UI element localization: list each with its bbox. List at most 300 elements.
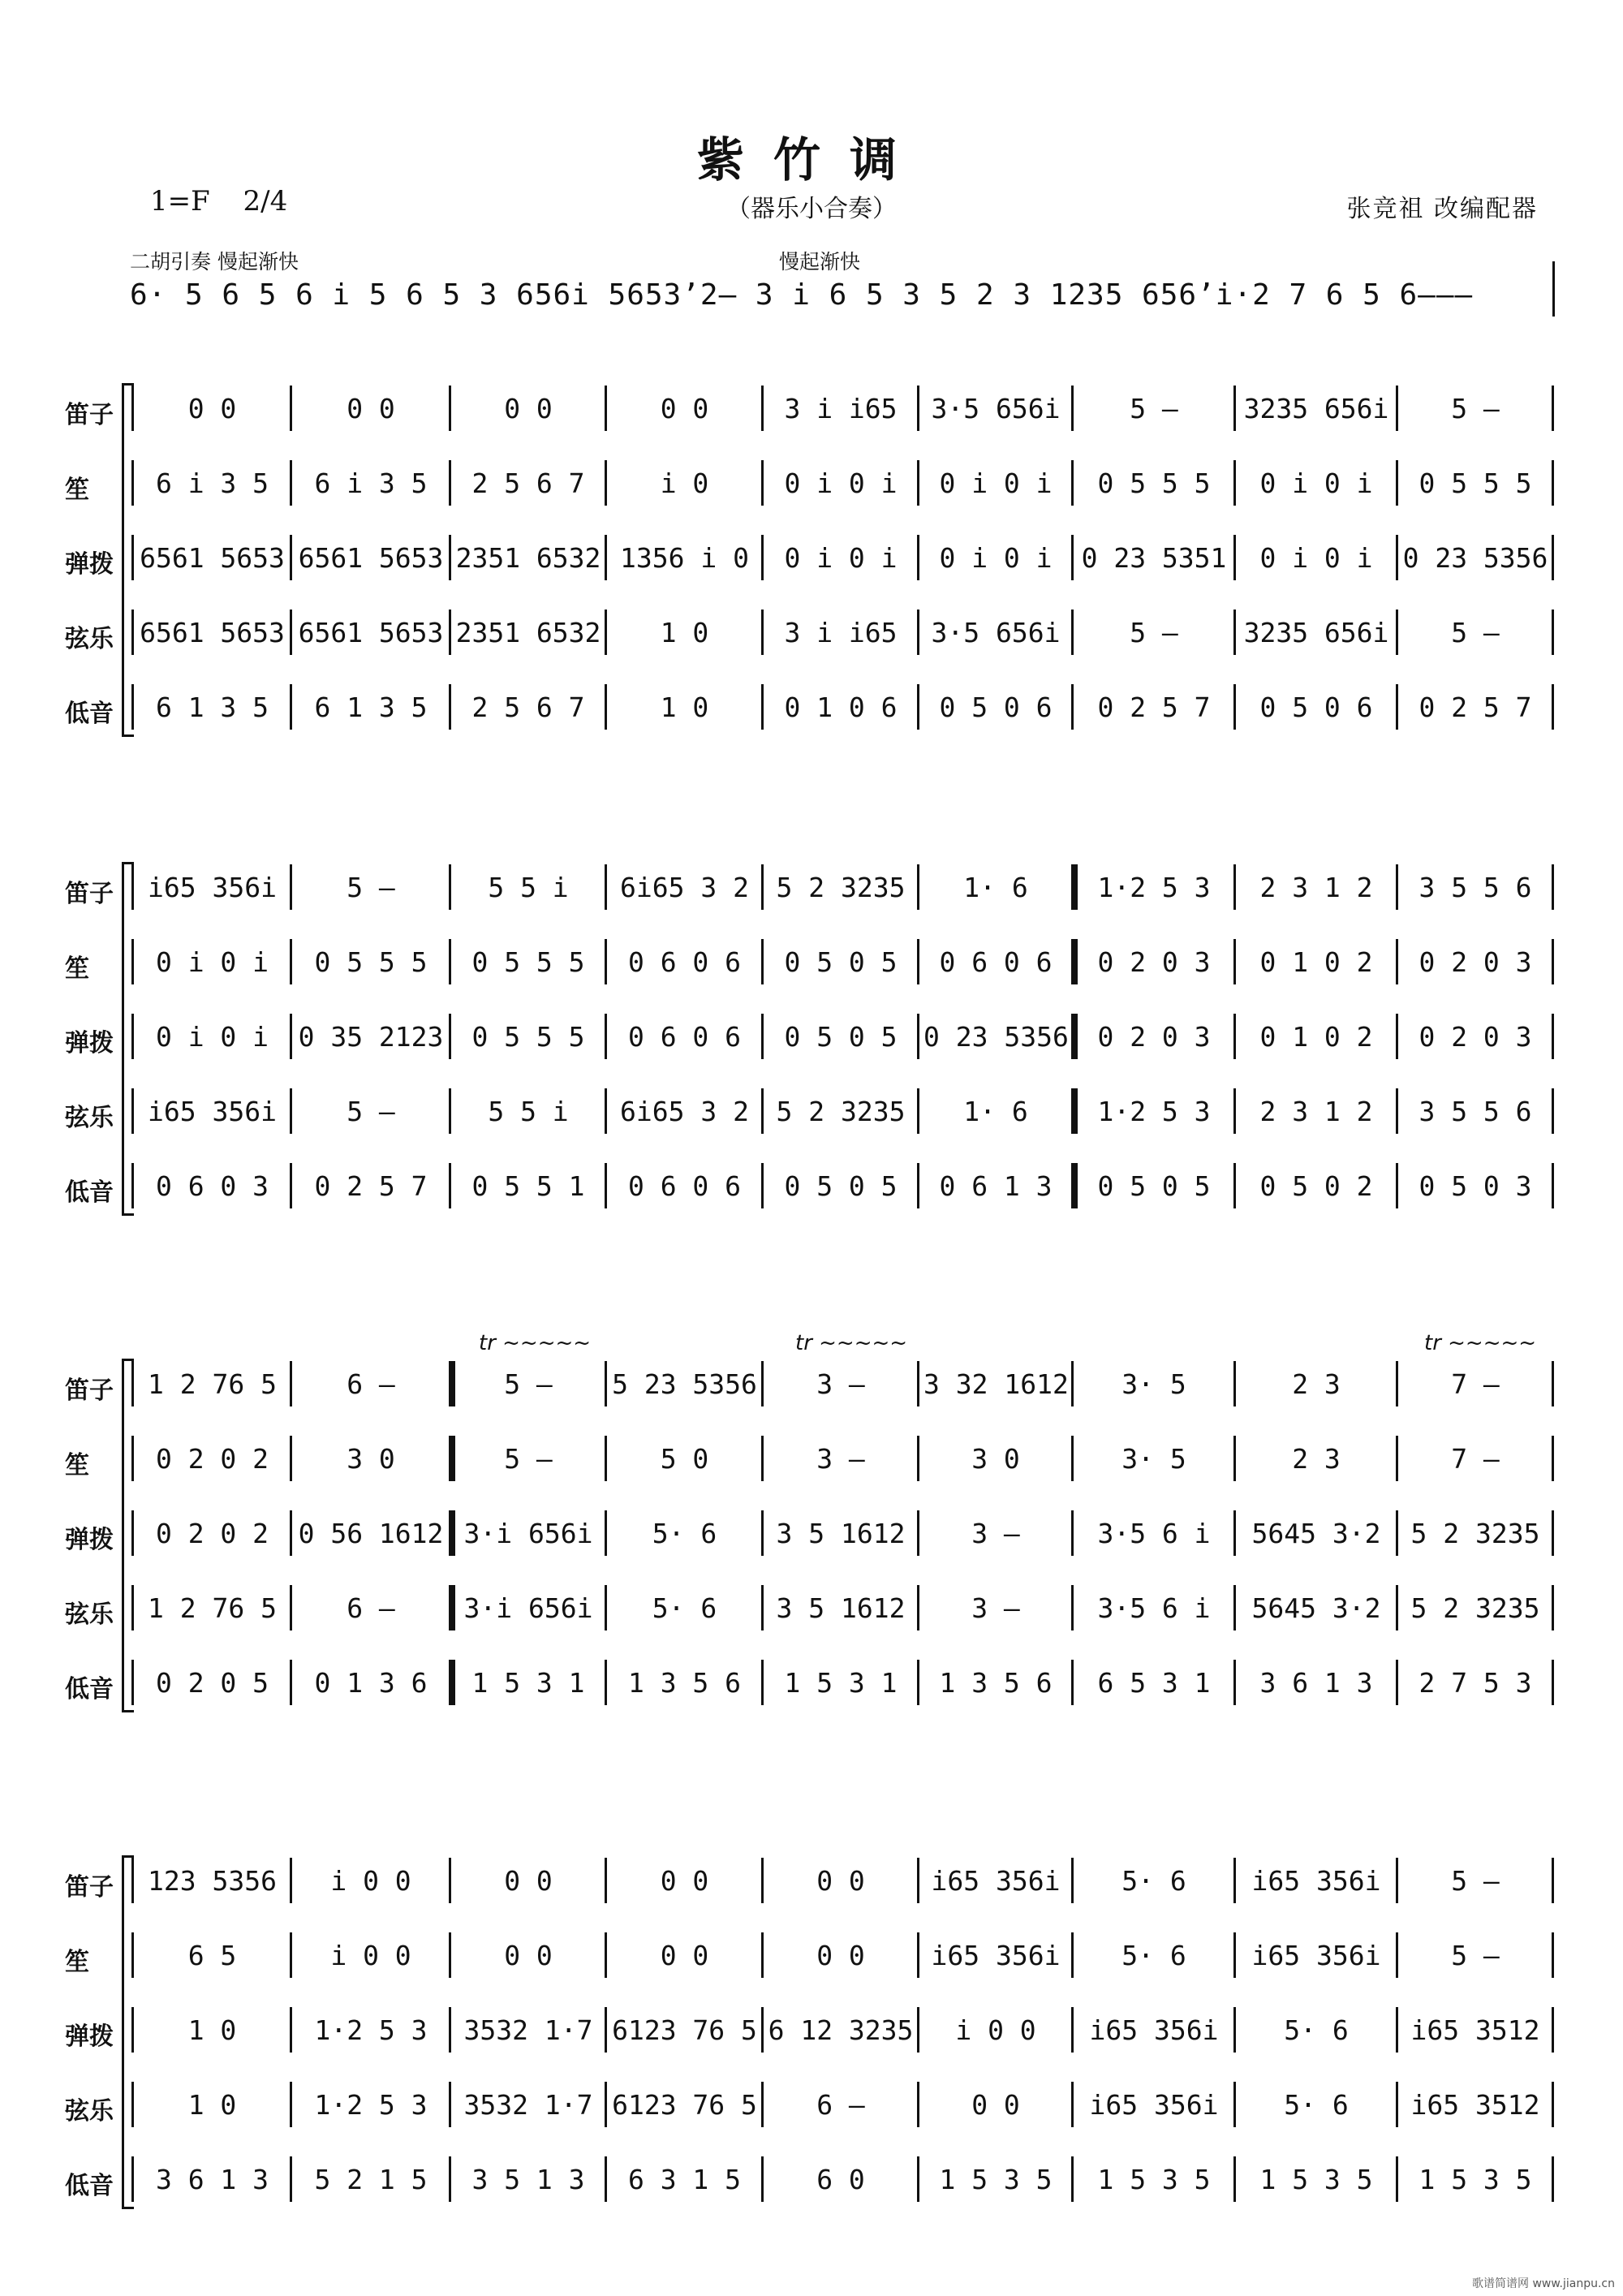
measure-cell: i 0 0: [330, 1864, 411, 1897]
measure-cell: 5· 6: [1284, 2014, 1349, 2046]
measure-cell: 5 2 3235: [1410, 1592, 1540, 1624]
barline: [449, 864, 451, 910]
measure-cell: 0 i 0 i: [1259, 541, 1373, 574]
watermark: 歌谱简谱网 www.jianpu.cn: [1472, 2277, 1615, 2290]
measure-cell: 7 —: [1451, 1442, 1500, 1475]
barline: [605, 1088, 607, 1134]
measure-cell: 1 0: [187, 2014, 237, 2046]
barline: [917, 864, 919, 910]
barline: [131, 1014, 134, 1059]
instrument-label: 笛子: [65, 1376, 114, 1405]
barline: [1071, 1932, 1074, 1978]
barline: [761, 1858, 764, 1903]
barline: [917, 460, 919, 506]
instrument-label: 弦乐: [65, 1104, 114, 1132]
barline: [1396, 1660, 1398, 1705]
barline: [1396, 684, 1398, 730]
barline: [1552, 1660, 1554, 1705]
measure-cell: 0 23 5356: [1402, 541, 1548, 574]
measure-cell: 0 0: [660, 1939, 709, 1971]
measure-cell: 3 6 1 3: [155, 2163, 269, 2195]
measure-cell: 3 0: [971, 1442, 1020, 1475]
measure-cell: 3·5 656i: [931, 616, 1061, 648]
barline: [605, 1932, 607, 1978]
intro-end-barline: [1552, 261, 1555, 317]
measure-cell: 3 5 1612: [776, 1592, 906, 1624]
measure-cell: i65 3512: [1410, 2088, 1540, 2121]
measure-cell: 1 5 3 5: [1097, 2163, 1211, 2195]
score-subtitle: （器乐小合奏）: [726, 195, 897, 223]
barline: [290, 1660, 292, 1705]
barline: [1552, 2082, 1554, 2127]
barline: [761, 684, 764, 730]
barline: [1233, 1858, 1236, 1903]
barline: [131, 2156, 134, 2202]
measure-cell: 0 35 2123: [298, 1020, 444, 1053]
barline: [1552, 460, 1554, 506]
measure-cell: 0 0: [504, 392, 553, 424]
barline: [917, 1510, 919, 1556]
barline: [449, 2082, 451, 2127]
trill-mark: tr ~~~~~: [479, 1331, 592, 1355]
barline: [1396, 1436, 1398, 1481]
barline: [761, 2156, 764, 2202]
measure-cell: 0 23 5351: [1081, 541, 1227, 574]
measure-cell: 1 5 3 5: [1419, 2163, 1532, 2195]
measure-cell: 0 5 5 1: [471, 1170, 585, 1202]
barline: [605, 684, 607, 730]
barline: [1396, 2082, 1398, 2127]
measure-cell: i 0 0: [330, 1939, 411, 1971]
measure-cell: 5 5 i: [488, 1095, 569, 1127]
measure-cell: 1· 6: [963, 871, 1028, 903]
measure-cell: 0 5 0 5: [784, 946, 898, 978]
measure-cell: 5 —: [504, 1368, 553, 1400]
measure-cell: 0 1 0 2: [1259, 946, 1373, 978]
measure-cell: 6 —: [816, 2088, 865, 2121]
measure-cell: i 0 0: [955, 2014, 1036, 2046]
measure-cell: 0 5 0 2: [1259, 1170, 1373, 1202]
measure-cell: 0 2 0 5: [155, 1666, 269, 1699]
barline: [1071, 386, 1074, 431]
measure-cell: 1·2 5 3: [314, 2088, 428, 2121]
measure-cell: 0 0: [347, 392, 395, 424]
barline: [1071, 1660, 1074, 1705]
measure-cell: i65 356i: [931, 1864, 1061, 1897]
measure-cell: 1 3 5 6: [627, 1666, 742, 1699]
barline: [290, 1361, 292, 1406]
instrument-label: 低音: [65, 1178, 114, 1207]
barline: [1552, 1585, 1554, 1630]
barline: [605, 1361, 607, 1406]
measure-cell: 6i65 3 2: [620, 1095, 749, 1127]
measure-cell: 1·2 5 3: [1097, 871, 1211, 903]
measure-cell: 0 5 0 5: [784, 1020, 898, 1053]
measure-cell: 0 0: [187, 392, 237, 424]
barline: [1552, 2156, 1554, 2202]
measure-cell: 0 0: [660, 392, 709, 424]
measure-cell: 1·2 5 3: [314, 2014, 428, 2046]
measure-cell: 2 7 5 3: [1419, 1666, 1532, 1699]
barline: [761, 1163, 764, 1208]
barline: [1552, 610, 1554, 655]
barline: [605, 939, 607, 984]
measure-cell: 6561 5653: [140, 616, 285, 648]
barline: [761, 460, 764, 506]
measure-cell: 5 —: [504, 1442, 553, 1475]
measure-cell: 6 5 3 1: [1097, 1666, 1211, 1699]
measure-cell: 0 5 5 5: [471, 946, 585, 978]
barline: [131, 1361, 134, 1406]
barline: [131, 535, 134, 580]
barline: [290, 1014, 292, 1059]
measure-cell: 6 5: [187, 1939, 237, 1971]
barline: [131, 684, 134, 730]
barline: [761, 1585, 764, 1630]
barline: [917, 610, 919, 655]
barline: [1552, 535, 1554, 580]
barline: [1071, 1436, 1074, 1481]
barline: [131, 1510, 134, 1556]
barline: [290, 2007, 292, 2053]
measure-cell: 5· 6: [652, 1592, 717, 1624]
barline: [761, 2007, 764, 2053]
measure-cell: 6 3 1 5: [627, 2163, 742, 2195]
measure-cell: 0 5 5 5: [1097, 467, 1211, 499]
measure-cell: 3·i 656i: [463, 1517, 593, 1549]
measure-cell: 1 0: [660, 616, 709, 648]
measure-cell: 0 0: [816, 1939, 865, 1971]
measure-cell: 5 2 1 5: [314, 2163, 428, 2195]
barline: [605, 1436, 607, 1481]
barline: [131, 2007, 134, 2053]
instrument-label: 弦乐: [65, 2097, 114, 2126]
barline: [605, 1660, 607, 1705]
barline: [917, 2082, 919, 2127]
instrument-label: 弹拨: [65, 550, 114, 579]
measure-cell: 1 0: [187, 2088, 237, 2121]
measure-cell: 5645 3·2: [1251, 1592, 1381, 1624]
barline: [1233, 2082, 1236, 2127]
barline: [1071, 2082, 1074, 2127]
barline: [290, 386, 292, 431]
measure-cell: 1 5 3 1: [784, 1666, 898, 1699]
measure-cell: 1356 i 0: [620, 541, 749, 574]
instrument-label: 低音: [65, 1675, 114, 1704]
barline: [1233, 610, 1236, 655]
barline: [1396, 1088, 1398, 1134]
trill-mark: tr ~~~~~: [1424, 1331, 1537, 1355]
barline: [290, 1858, 292, 1903]
barline: [761, 1088, 764, 1134]
measure-cell: 3· 5: [1121, 1368, 1186, 1400]
barline: [917, 1436, 919, 1481]
barline: [917, 1858, 919, 1903]
repeat-barline: [449, 1361, 455, 1406]
barline: [449, 1932, 451, 1978]
measure-cell: 0 6 1 3: [939, 1170, 1053, 1202]
barline: [131, 2082, 134, 2127]
barline: [605, 1014, 607, 1059]
measure-cell: 1 5 3 1: [471, 1666, 585, 1699]
measure-cell: 3 —: [971, 1517, 1020, 1549]
repeat-barline: [1071, 1163, 1078, 1208]
barline: [1233, 386, 1236, 431]
measure-cell: 6561 5653: [298, 541, 444, 574]
measure-cell: 0 1 3 6: [314, 1666, 428, 1699]
measure-cell: 6 —: [347, 1368, 395, 1400]
barline: [917, 1088, 919, 1134]
barline: [917, 1932, 919, 1978]
instrument-label: 弦乐: [65, 625, 114, 653]
barline: [917, 1361, 919, 1406]
measure-cell: 2 5 6 7: [471, 467, 585, 499]
barline: [917, 1660, 919, 1705]
barline: [449, 1088, 451, 1134]
repeat-barline: [449, 1660, 455, 1705]
barline: [1233, 1361, 1236, 1406]
barline: [1396, 610, 1398, 655]
measure-cell: 2351 6532: [455, 616, 601, 648]
barline: [290, 535, 292, 580]
barline: [1233, 460, 1236, 506]
repeat-barline: [1071, 1014, 1078, 1059]
measure-cell: 0 5 0 5: [1097, 1170, 1211, 1202]
barline: [449, 1163, 451, 1208]
measure-cell: 7 —: [1451, 1368, 1500, 1400]
measure-cell: 3235 656i: [1243, 392, 1389, 424]
instrument-label: 笛子: [65, 1873, 114, 1902]
measure-cell: 5 2 3235: [776, 871, 906, 903]
barline: [1233, 684, 1236, 730]
measure-cell: 3532 1·7: [463, 2014, 593, 2046]
barline: [1233, 1014, 1236, 1059]
measure-cell: 0 5 5 5: [314, 946, 428, 978]
barline: [290, 460, 292, 506]
barline: [290, 610, 292, 655]
measure-cell: 2 3 1 2: [1259, 871, 1373, 903]
barline: [1233, 939, 1236, 984]
barline: [917, 535, 919, 580]
instrument-label: 笛子: [65, 880, 114, 908]
measure-cell: 0 5 0 6: [939, 691, 1053, 723]
barline: [1396, 386, 1398, 431]
measure-cell: 123 5356: [148, 1864, 277, 1897]
instrument-label: 笙: [65, 476, 89, 504]
barline: [1552, 2007, 1554, 2053]
instrument-label: 笙: [65, 954, 89, 983]
barline: [605, 535, 607, 580]
barline: [1552, 939, 1554, 984]
instrument-label: 笛子: [65, 401, 114, 429]
barline: [605, 1163, 607, 1208]
barline: [290, 2156, 292, 2202]
score-title: 紫竹调: [696, 132, 926, 187]
measure-cell: 5 —: [1451, 616, 1500, 648]
measure-cell: 6 —: [347, 1592, 395, 1624]
barline: [131, 1585, 134, 1630]
measure-cell: 3·5 6 i: [1097, 1517, 1211, 1549]
barline: [131, 1660, 134, 1705]
barline: [1071, 1510, 1074, 1556]
barline: [449, 1858, 451, 1903]
measure-cell: 1 5 3 5: [1259, 2163, 1373, 2195]
barline: [1233, 1660, 1236, 1705]
barline: [131, 460, 134, 506]
measure-cell: 5 —: [1130, 392, 1178, 424]
barline: [1233, 2007, 1236, 2053]
measure-cell: 5 5 i: [488, 871, 569, 903]
barline: [1396, 2007, 1398, 2053]
measure-cell: 5· 6: [1121, 1864, 1186, 1897]
measure-cell: 3 i i65: [784, 616, 898, 648]
measure-cell: 0 5 0 3: [1419, 1170, 1532, 1202]
barline: [1552, 684, 1554, 730]
barline: [605, 460, 607, 506]
barline: [290, 1436, 292, 1481]
barline: [1233, 1585, 1236, 1630]
barline: [761, 386, 764, 431]
measure-cell: i 0: [660, 467, 709, 499]
barline: [1071, 1858, 1074, 1903]
measure-cell: 5· 6: [1284, 2088, 1349, 2121]
barline: [1233, 1510, 1236, 1556]
barline: [917, 2007, 919, 2053]
barline: [1396, 864, 1398, 910]
barline: [131, 1163, 134, 1208]
barline: [131, 1088, 134, 1134]
measure-cell: 3 —: [971, 1592, 1020, 1624]
measure-cell: 0 2 0 3: [1097, 1020, 1211, 1053]
barline: [1071, 684, 1074, 730]
measure-cell: 6i65 3 2: [620, 871, 749, 903]
barline: [1071, 535, 1074, 580]
measure-cell: 3·5 6 i: [1097, 1592, 1211, 1624]
measure-cell: 5 —: [1130, 616, 1178, 648]
measure-cell: 0 i 0 i: [939, 467, 1053, 499]
barline: [449, 610, 451, 655]
barline: [1071, 460, 1074, 506]
barline: [290, 1932, 292, 1978]
measure-cell: 6 i 3 5: [155, 467, 269, 499]
measure-cell: 0 2 0 3: [1419, 1020, 1532, 1053]
barline: [1396, 1014, 1398, 1059]
measure-cell: 0 1 0 2: [1259, 1020, 1373, 1053]
measure-cell: 2 3: [1292, 1368, 1341, 1400]
measure-cell: 3235 656i: [1243, 616, 1389, 648]
measure-cell: 5645 3·2: [1251, 1517, 1381, 1549]
measure-cell: 3 5 1612: [776, 1517, 906, 1549]
barline: [605, 1585, 607, 1630]
measure-cell: 3 i i65: [784, 392, 898, 424]
measure-cell: 1 2 76 5: [148, 1368, 277, 1400]
measure-cell: 6561 5653: [298, 616, 444, 648]
measure-cell: 0 i 0 i: [784, 467, 898, 499]
barline: [605, 1510, 607, 1556]
barline: [917, 1585, 919, 1630]
instrument-label: 笙: [65, 1451, 89, 1480]
measure-cell: 0 6 0 6: [627, 1170, 742, 1202]
measure-cell: 0 i 0 i: [155, 946, 269, 978]
barline: [1396, 939, 1398, 984]
measure-cell: 5 —: [1451, 392, 1500, 424]
measure-cell: 5 —: [1451, 1939, 1500, 1971]
barline: [1396, 1361, 1398, 1406]
barline: [449, 1014, 451, 1059]
measure-cell: i65 3512: [1410, 2014, 1540, 2046]
barline: [605, 864, 607, 910]
time-signature: 2/4: [243, 185, 288, 218]
measure-cell: 0 0: [504, 1864, 553, 1897]
trill-mark: tr ~~~~~: [795, 1331, 908, 1355]
measure-cell: 1 3 5 6: [939, 1666, 1053, 1699]
intro-instruction-erhu: 二胡引奏 慢起渐快: [130, 250, 299, 274]
measure-cell: 5· 6: [1121, 1939, 1186, 1971]
measure-cell: 5· 6: [652, 1517, 717, 1549]
barline: [761, 1014, 764, 1059]
measure-cell: 6 i 3 5: [314, 467, 428, 499]
measure-cell: i65 356i: [931, 1939, 1061, 1971]
barline: [1552, 1510, 1554, 1556]
barline: [1233, 1088, 1236, 1134]
measure-cell: 3 0: [347, 1442, 395, 1475]
barline: [290, 2082, 292, 2127]
repeat-barline: [1071, 1088, 1078, 1134]
barline: [1396, 1858, 1398, 1903]
measure-cell: 5 23 5356: [612, 1368, 757, 1400]
repeat-barline: [449, 1510, 455, 1556]
repeat-barline: [1071, 939, 1078, 984]
barline: [761, 610, 764, 655]
barline: [1552, 1436, 1554, 1481]
barline: [761, 1361, 764, 1406]
measure-cell: i65 356i: [1251, 1939, 1381, 1971]
barline: [605, 386, 607, 431]
barline: [761, 1932, 764, 1978]
measure-cell: 5 —: [347, 871, 395, 903]
barline: [1552, 1858, 1554, 1903]
barline: [1396, 2156, 1398, 2202]
measure-cell: 3 —: [816, 1442, 865, 1475]
barline: [290, 1163, 292, 1208]
measure-cell: 0 2 5 7: [314, 1170, 428, 1202]
barline: [1396, 1932, 1398, 1978]
barline: [131, 1858, 134, 1903]
instrument-label: 低音: [65, 700, 114, 728]
barline: [605, 2082, 607, 2127]
measure-cell: 6123 76 5: [612, 2088, 757, 2121]
measure-cell: 0 6 0 6: [939, 946, 1053, 978]
barline: [1071, 2007, 1074, 2053]
instrument-label: 弹拨: [65, 2022, 114, 2051]
barline: [605, 2156, 607, 2202]
barline: [449, 2007, 451, 2053]
barline: [605, 2007, 607, 2053]
barline: [1071, 610, 1074, 655]
barline: [1233, 1163, 1236, 1208]
barline: [605, 1858, 607, 1903]
measure-cell: 2 5 6 7: [471, 691, 585, 723]
measure-cell: i65 356i: [1089, 2088, 1219, 2121]
measure-cell: i65 356i: [1251, 1864, 1381, 1897]
measure-cell: 0 6 0 6: [627, 1020, 742, 1053]
measure-cell: i65 356i: [148, 871, 277, 903]
barline: [917, 2156, 919, 2202]
barline: [1396, 1585, 1398, 1630]
measure-cell: 3 32 1612: [923, 1368, 1069, 1400]
instrument-label: 弹拨: [65, 1526, 114, 1554]
measure-cell: i65 356i: [148, 1095, 277, 1127]
